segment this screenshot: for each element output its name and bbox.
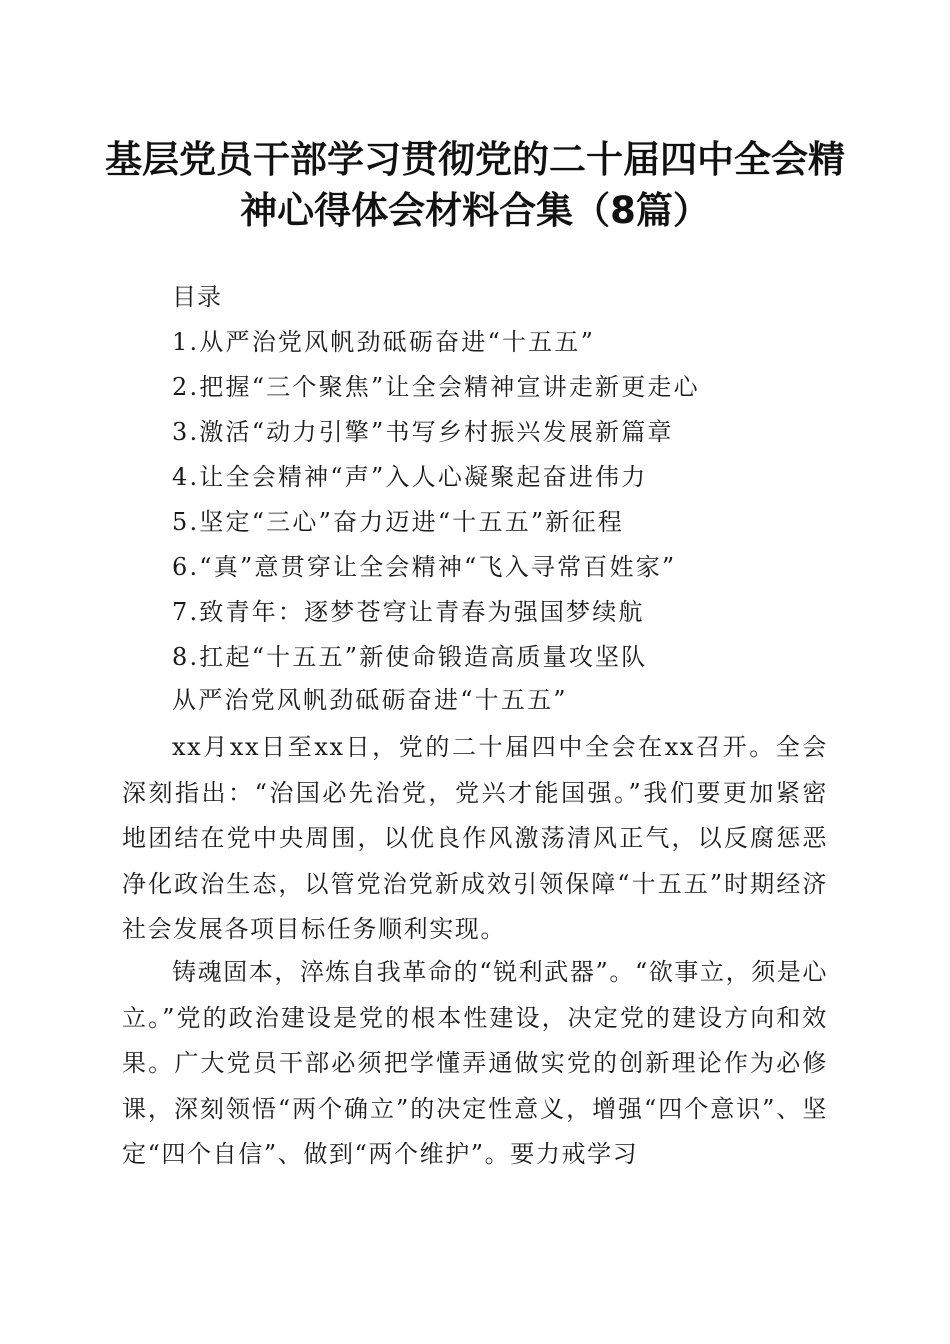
section-title: 从严治党风帆劲砥砺奋进“十五五” (172, 686, 568, 714)
toc-item-2: 2.把握“三个聚焦”让全会精神宣讲走新更走心 (172, 373, 700, 401)
toc-item-1: 1.从严治党风帆劲砥砺奋进“十五五” (172, 328, 596, 356)
toc-heading: 目录 (172, 283, 222, 311)
title-line-2: 神心得体会材料合集（8篇） (240, 189, 710, 232)
title-line-1: 基层党员干部学习贯彻党的二十届四中全会精 (105, 138, 845, 181)
body-paragraph-1: xx月xx日至xx日，党的二十届四中全会在xx召开。全会深刻指出：“治国必先治党，党兴才能国强。”我们要更加紧密地团结在党中央周围，以优良作风激荡清风正气，以反腐惩恶净化政治生态，以管党治党新成效引领保障“十五五”时期经济社会发展各项目标任务顺利实现。 (122, 733, 828, 943)
toc-item-6: 6.“真”意贯穿让全会精神“飞入寻常百姓家” (172, 553, 677, 581)
toc-item-4: 4.让全会精神“声”入人心凝聚起奋进伟力 (172, 463, 648, 491)
toc-item-3: 3.激活“动力引擎”书写乡村振兴发展新篇章 (172, 418, 674, 446)
toc-item-5: 5.坚定“三心”奋力迈进“十五五”新征程 (172, 508, 624, 536)
table-of-contents (172, 326, 700, 686)
toc-item-7: 7.致青年：逐梦苍穹让青春为强国梦续航 (172, 598, 645, 626)
toc-item-8: 8.扛起“十五五”新使命锻造高质量攻坚队 (172, 643, 648, 671)
body-paragraph-2: 铸魂固本，淬炼自我革命的“锐利武器”。“欲事立，须是心立。”党的政治建设是党的根本性建设，决定党的建设方向和效果。广大党员干部必须把学懂弄通做实党的创新理论作为必修课，深刻领悟“两个确立”的决定性意义，增强“四个意识”、坚定“四个自信”、做到“两个维护”。要力戒学习 (122, 958, 829, 1168)
document-title (100, 134, 850, 236)
